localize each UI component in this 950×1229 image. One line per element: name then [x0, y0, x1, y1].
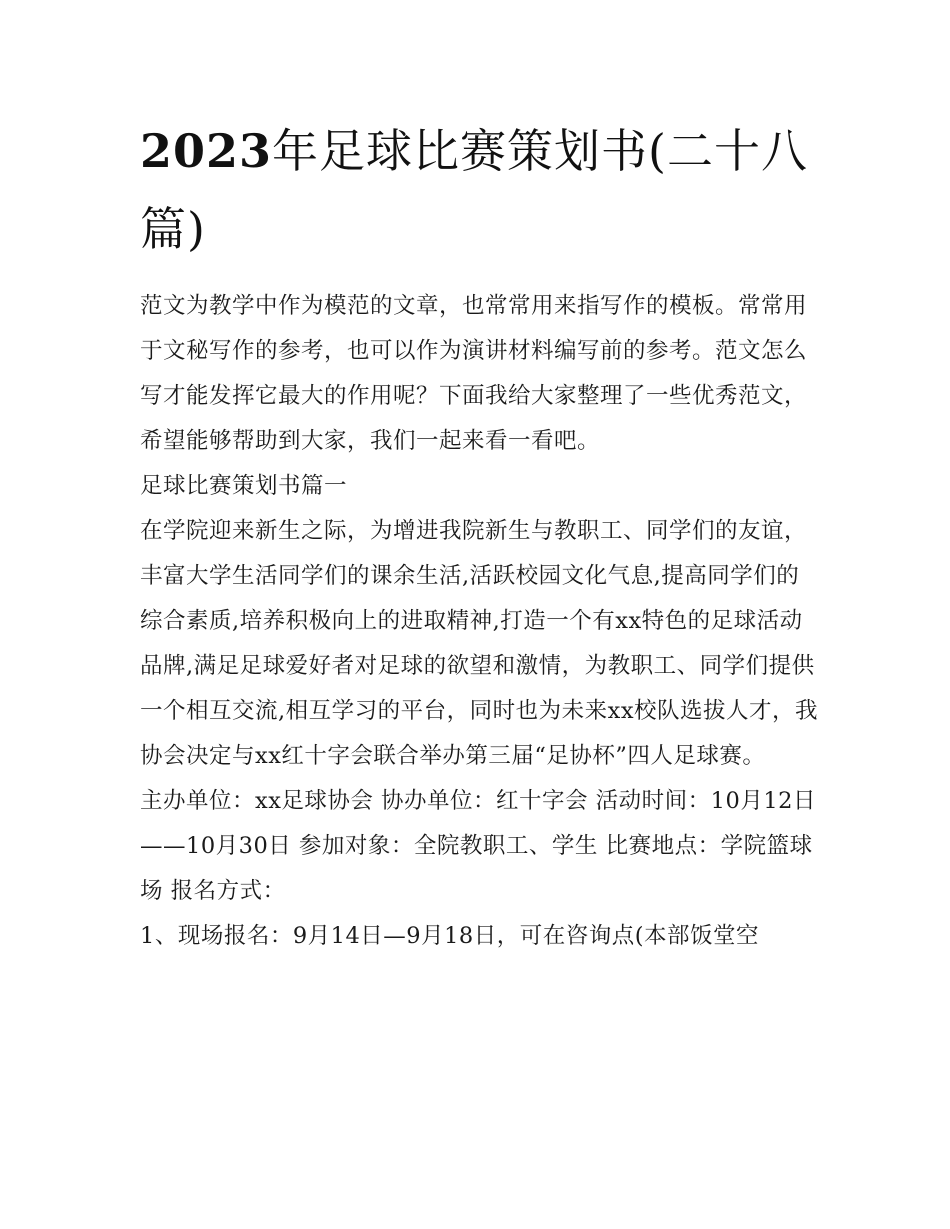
section-heading: 足球比赛策划书篇一: [140, 473, 348, 499]
event-info-paragraph: 主办单位：xx足球协会 协办单位：红十字会 活动时间：10月12日——10月30日 参加对象：全院教职工、学生 比赛地点：学院篮球场 报名方式：: [140, 788, 816, 904]
document-content: [140, 112, 820, 959]
background-paragraph: 在学院迎来新生之际，为增进我院新生与教职工、同学们的友谊，丰富大学生活同学们的课余生活,活跃校园文化气息,提高同学们的综合素质,培养积极向上的进取精神,打造一个有xx特色的足球活动品牌,满足足球爱好者对足球的欲望和激情，为教职工、同学们提供一个相互交流,相互学习的平台，同时也为未来xx校队选拔人才，我协会决定与xx红十字会联合举办第三届“足协杯”四人足球赛。: [140, 518, 819, 769]
intro-paragraph: 范文为教学中作为模范的文章，也常常用来指写作的模板。常常用于文秘写作的参考，也可以作为演讲材料编写前的参考。范文怎么写才能发挥它最大的作用呢？下面我给大家整理了一些优秀范文，希望能够帮助到大家，我们一起来看一看吧。: [140, 293, 808, 454]
title-year: 2023: [140, 124, 273, 178]
document-title: [140, 112, 820, 268]
document-body: [140, 284, 820, 959]
registration-paragraph: 1、现场报名：9月14日—9月18日，可在咨询点(本部饭堂空: [140, 923, 759, 949]
title-text: 年足球比赛策划书(二十八篇): [140, 124, 808, 256]
